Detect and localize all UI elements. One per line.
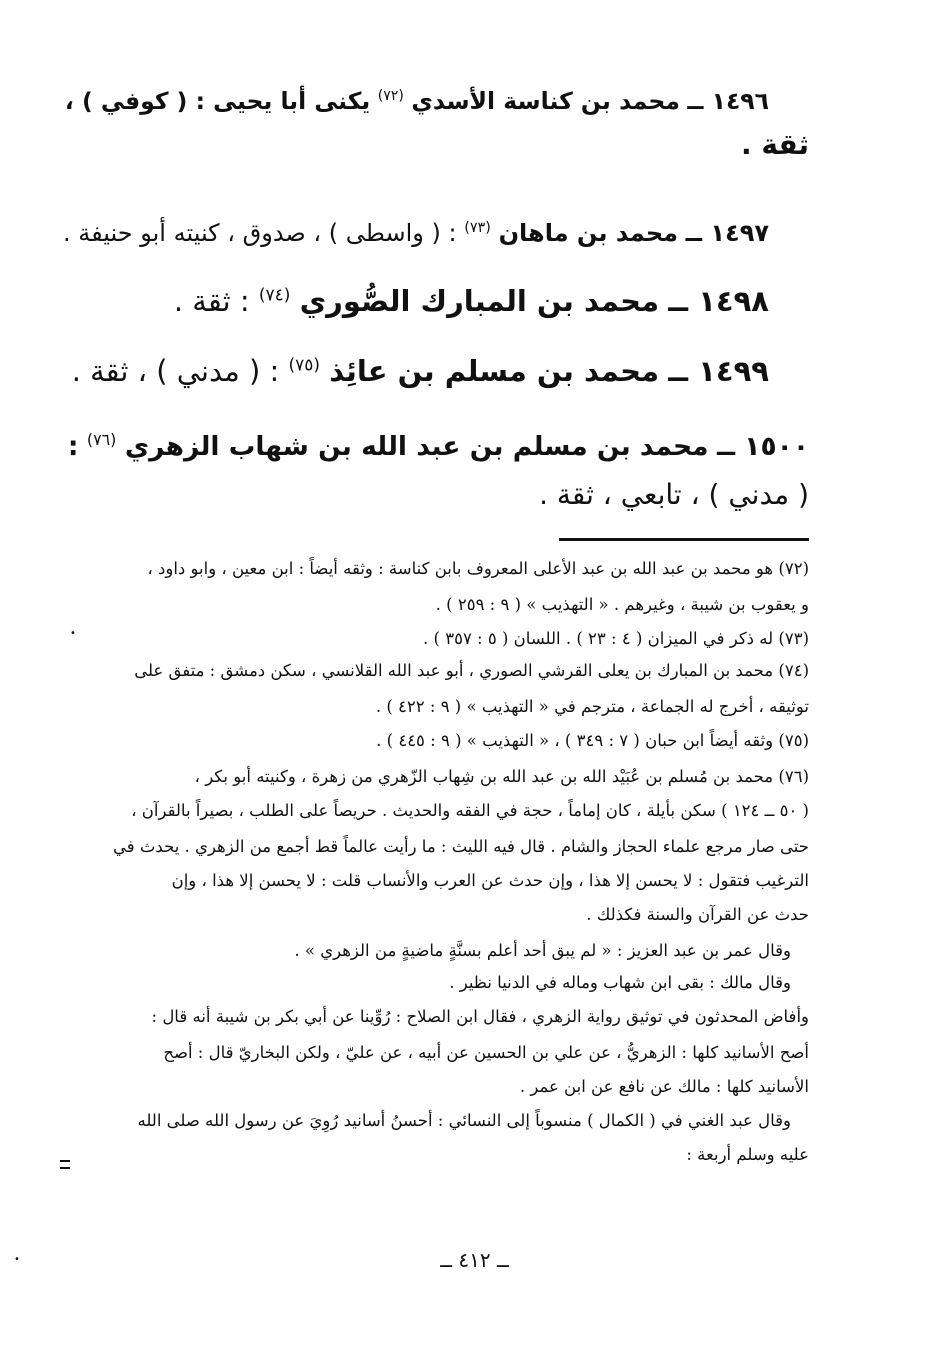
entry-number: ١٤٩٦ ــ [687,87,769,115]
narrator-name: محمد بن مسلم بن عبد الله بن شهاب الزهري [124,431,709,462]
entry-1498 [174,276,769,326]
footnote-line: توثيقه ، أخرج له الجماعة ، مترجم في « التهذيب » ( ٩ : ٤٢٢ ) . [375,697,809,716]
page-number: ــ ٤١٢ ــ [440,1248,509,1272]
scan-dot: • [14,1254,20,1265]
scan-dot: • [70,628,76,639]
footnote-line: الترغيب فتقول : لا يحسن إلا هذا ، وإن حدث عن العرب والأنساب قلت : لا يحسن إلا هذا ، وإن [171,871,809,890]
footnote-ref: (٧٣) [464,220,491,236]
footnote-ref: (٧٥) [288,355,321,376]
footnote-line: أصح الأسانيد كلها : الزهريُّ ، عن علي بن الحسين عن أبيه ، عن عليّ ، ولكن البخاريّ قال : أصح [163,1043,809,1062]
footnote-separator [559,538,809,541]
footnote-line: (٧٢) هو محمد بن عبد الله بن عبد الأعلى المعروف بابن كناسة : وثقه أيضاً : ابن معين ، وابو داود ، [147,559,809,578]
entry-1500 [68,422,809,472]
narrator-name: محمد بن كناسة الأسدي [411,87,680,115]
entry-text: : ثقة . [173,284,250,318]
footnote-line: و يعقوب بن شيبة ، وغيرهم . « التهذيب » ( ٩ : ٢٥٩ ) . [435,595,809,614]
entry-text-cont: ( مدني ) ، تابعي ، ثقة . [539,478,809,511]
entry-number: ١٤٩٩ ــ [668,354,769,388]
entry-text: يكنى أبا يحيى : ( كوفي ) ، [64,87,371,115]
footnote-ref: (٧٢) [377,88,404,105]
entry-1497 [63,208,769,258]
footnote-line: حتى صار مرجع علماء الحجاز والشام . قال فيه الليث : ما رأيت عالماً قط أجمع من الزهري . يحدث في [112,837,809,856]
narrator-name: محمد بن ماهان [498,219,678,247]
footnote-line: وقال عمر بن عبد العزيز : « لم يبق أحد أعلم بسنَّةٍ ماضيةٍ من الزهري » . [294,941,791,960]
entry-text: : ( مدني ) ، ثقة . [71,354,280,388]
entry-1499 [72,346,769,396]
footnote-line: حدث عن القرآن والسنة فكذلك . [586,905,809,924]
entry-number: ١٤٩٧ ــ [685,219,769,247]
entry-text: : ( واسطى ) ، صدوق ، كنيته أبو حنيفة . [63,219,457,247]
entry-text: : [67,431,79,462]
footnote-ref: (٧٦) [86,430,117,450]
entry-1500-continuation [539,470,809,520]
narrator-name: محمد بن مسلم بن عائِذ [329,354,660,388]
footnote-line: الأسانيد كلها : مالك عن نافع عن ابن عمر . [519,1077,809,1096]
entry-number: ١٥٠٠ ــ [716,431,809,462]
scan-mark [60,1160,70,1169]
footnote-line: ( ٥٠ ــ ١٢٤ ) سكن بأيلة ، كان إماماً ، حجة في الفقه والحديث . حريصاً على الطلب ، بصيراً بالقرآن ، [131,801,809,820]
entry-1496-continuation [741,120,809,170]
narrator-name: محمد بن المبارك الصُّوري [299,284,660,318]
footnote-line: وقال عبد الغني في ( الكمال ) منسوباً إلى النسائي : أحسنُ أسانيد رُوِيَ عن رسول الله صلى الله [137,1111,791,1130]
footnote-line: (٧٥) وثقه أيضاً ابن حبان ( ٧ : ٣٤٩ ) ، « التهذيب » ( ٩ : ٤٤٥ ) . [376,731,809,750]
entry-text-cont: ثقة . [740,128,809,161]
footnote-line: (٧٣) له ذكر في الميزان ( ٤ : ٢٣ ) . اللسان ( ٥ : ٣٥٧ ) . [423,629,809,648]
footnote-line: وأفاض المحدثون في توثيق رواية الزهري ، فقال ابن الصلاح : رُوِّينا عن أبي بكر بن شيبة أنه قال : [151,1007,809,1026]
footnote-ref: (٧٤) [258,285,291,306]
entry-number: ١٤٩٨ ــ [668,284,769,318]
footnote-line: (٧٦) محمد بن مُسلم بن عُبَيْد الله بن عبد الله بن شِهاب الزّهري من زهرة ، وكنيته أبو بكر ، [194,767,809,786]
footnote-line: عليه وسلم أربعة : [686,1145,809,1164]
footnote-line: (٧٤) محمد بن المبارك بن يعلى القرشي الصوري ، أبو عبد الله القلانسي ، سكن دمشق : متفق على [134,661,809,680]
footnote-line: وقال مالك : بقى ابن شهاب وماله في الدنيا نظير . [449,973,791,992]
entry-1496 [65,76,769,126]
